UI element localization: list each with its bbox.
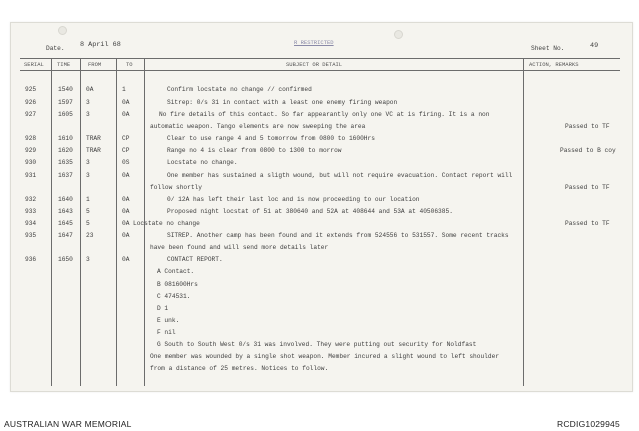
col-header-subject: SUBJECT OR DETAIL	[286, 61, 343, 68]
detail-925-line-1: Confirm locstate no change // confirmed	[167, 86, 312, 93]
detail-936-line-3: B 081600Hrs	[157, 281, 198, 288]
from-932: 1	[86, 196, 90, 203]
col-rule-1	[51, 58, 52, 386]
action-929: Passed to B coy	[560, 147, 616, 154]
detail-928-line-1: Clear to use range 4 and 5 tomorrow from 0800 to 1600Hrs	[167, 135, 375, 142]
from-926: 3	[86, 99, 90, 106]
serial-935: 935	[25, 232, 37, 239]
date-value: 8 April 68	[80, 41, 121, 49]
time-930: 1635	[58, 159, 73, 166]
serial-933: 933	[25, 208, 37, 215]
detail-933-line-1: Proposed night locstat of 51 at 380640 and 52A at 408644 and 53A at 40506385.	[167, 208, 453, 215]
from-929: TRAR	[86, 147, 101, 154]
detail-936-line-9: One member was wounded by a single shot weapon. Member incured a slight wound to left shoulder	[150, 353, 500, 360]
detail-936-line-1: CONTACT REPORT.	[167, 256, 223, 263]
serial-934: 934	[25, 220, 37, 227]
detail-935-line-1: SITREP. Another camp has been found and it extends from 524556 to 531557. Some recent tracks	[167, 232, 509, 239]
from-930: 3	[86, 159, 90, 166]
serial-936: 936	[25, 256, 37, 263]
from-927: 3	[86, 111, 90, 118]
time-926: 1597	[58, 99, 73, 106]
log-sheet	[10, 22, 633, 392]
punch-hole-right	[394, 30, 403, 39]
detail-930-line-1: Locstate no change.	[167, 159, 238, 166]
col-rule-3	[116, 58, 117, 386]
serial-928: 928	[25, 135, 37, 142]
from-925: 0A	[86, 86, 94, 93]
time-936: 1650	[58, 256, 73, 263]
from-931: 3	[86, 172, 90, 179]
col-rule-5	[523, 58, 524, 386]
col-header-from: FROM	[88, 61, 102, 68]
time-935: 1647	[58, 232, 73, 239]
to-931: 0A	[122, 172, 130, 179]
punch-hole-left	[58, 26, 67, 35]
time-929: 1620	[58, 147, 73, 154]
detail-936-line-8: G South to South West 0/s 31 was involved. They were putting out security for Noldfast	[157, 341, 477, 348]
detail-936-line-6: E unk.	[157, 317, 180, 324]
to-930: 0S	[122, 159, 130, 166]
detail-927-line-2: automatic weapon. Tango elements are now sweeping the area	[150, 123, 366, 130]
to-932: 0A	[122, 196, 130, 203]
to-927: 0A	[122, 111, 130, 118]
detail-936-line-2: A Contact.	[157, 268, 195, 275]
sheet-label: Sheet No.	[531, 45, 565, 52]
from-934: 5	[86, 220, 90, 227]
col-rule-2	[80, 58, 81, 386]
serial-930: 930	[25, 159, 37, 166]
col-header-time: TIME	[57, 61, 71, 68]
detail-936-line-4: C 474531.	[157, 293, 191, 300]
to-933: 0A	[122, 208, 130, 215]
to-928: CP	[122, 135, 130, 142]
footer-record-id: RCDIG1029945	[557, 419, 620, 429]
action-931: Passed to TF	[565, 184, 610, 191]
date-label: Date.	[46, 45, 65, 52]
table-top-rule	[20, 58, 620, 59]
time-933: 1643	[58, 208, 73, 215]
sheet-value: 49	[590, 42, 599, 50]
from-935: 23	[86, 232, 94, 239]
detail-927-line-1: No fire details of this contact. So far appearantly only one VC at is firing. It is a non	[159, 111, 490, 118]
serial-931: 931	[25, 172, 37, 179]
to-929: CP	[122, 147, 130, 154]
detail-929-line-1: Range no 4 is clear from 0800 to 1300 to morrow	[167, 147, 342, 154]
col-header-serial: SERIAL	[24, 61, 44, 68]
time-927: 1605	[58, 111, 73, 118]
to-935: 0A	[122, 232, 130, 239]
detail-931-line-2: follow shortly	[150, 184, 202, 191]
col-header-to: TO	[126, 61, 133, 68]
time-931: 1637	[58, 172, 73, 179]
footer-source: AUSTRALIAN WAR MEMORIAL	[4, 419, 132, 429]
detail-926-line-1: Sitrep: 0/s 31 in contact with a least one enemy firing weapon	[167, 99, 398, 106]
from-936: 3	[86, 256, 90, 263]
col-header-action: ACTION, REMARKS	[529, 61, 579, 68]
to-926: 0A	[122, 99, 130, 106]
time-928: 1610	[58, 135, 73, 142]
restricted-stamp: R RESTRICTED	[294, 39, 334, 46]
serial-927: 927	[25, 111, 37, 118]
to-934: 0A	[122, 220, 130, 227]
serial-925: 925	[25, 86, 37, 93]
serial-929: 929	[25, 147, 37, 154]
table-header-rule	[20, 70, 620, 71]
detail-935-line-2: have been found and will send more details later	[150, 244, 329, 251]
detail-936-line-5: D 1	[157, 305, 169, 312]
serial-926: 926	[25, 99, 37, 106]
detail-936-line-10: from a distance of 25 metres. Notices to follow.	[150, 365, 329, 372]
action-934: Passed to TF	[565, 220, 610, 227]
detail-932-line-1: 0/ 12A has left their last loc and is now proceeding to our location	[167, 196, 420, 203]
from-928: TRAR	[86, 135, 101, 142]
time-925: 1540	[58, 86, 73, 93]
serial-932: 932	[25, 196, 37, 203]
from-933: 5	[86, 208, 90, 215]
to-925: 1	[122, 86, 126, 93]
action-927: Passed to TF	[565, 123, 610, 130]
time-932: 1640	[58, 196, 73, 203]
detail-936-line-7: F nil	[157, 329, 176, 336]
detail-931-line-1: One member has sustained a sligth wound, but will not require evacuation. Contact report will	[167, 172, 513, 179]
to-936: 0A	[122, 256, 130, 263]
detail-934-line-1: Locstate no change	[133, 220, 200, 227]
time-934: 1645	[58, 220, 73, 227]
